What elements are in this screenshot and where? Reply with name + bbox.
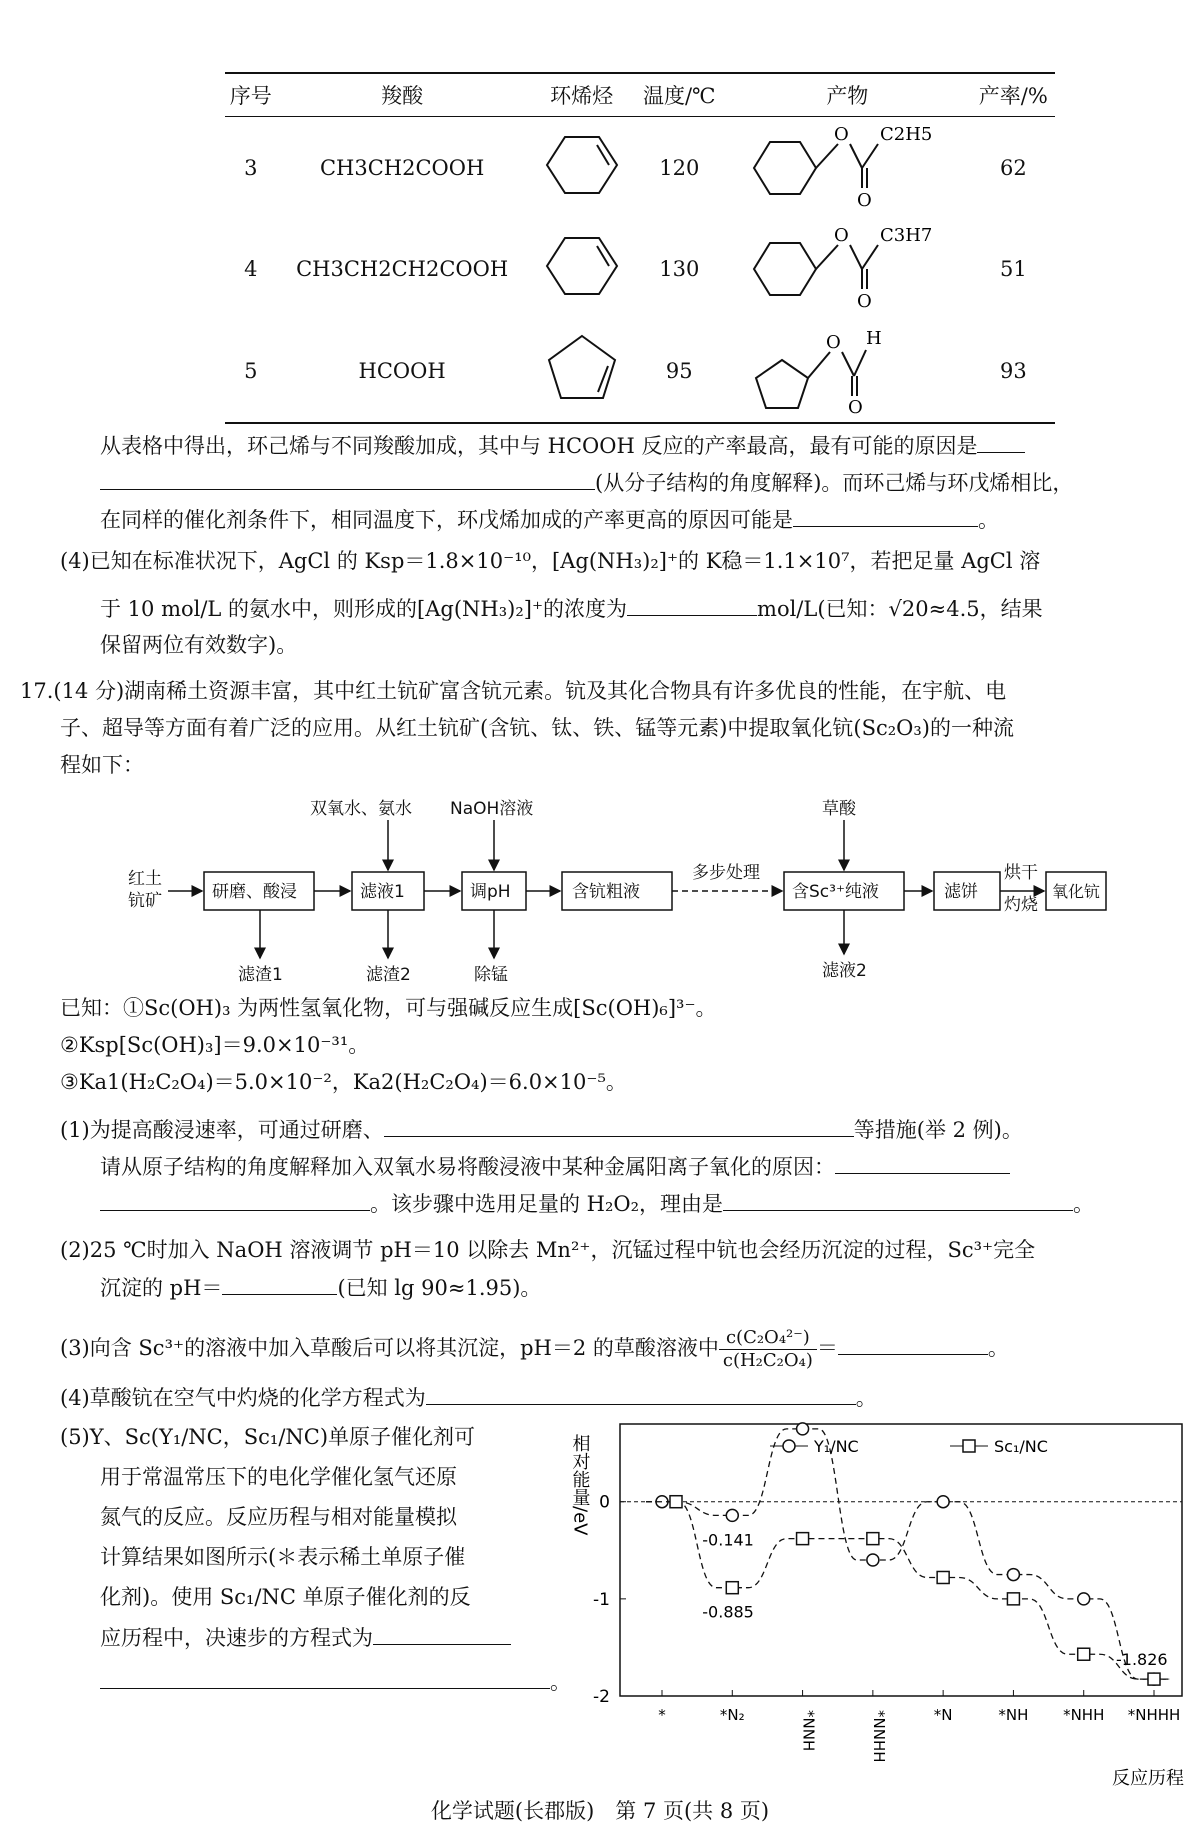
q17-5-line7: 。	[100, 1666, 571, 1697]
th-no: 序号	[225, 73, 277, 117]
flow-input-label: 双氧水、氨水	[310, 799, 412, 819]
cyclopentene-structure	[528, 319, 636, 423]
q16-line1: 从表格中得出，环己烯与不同羧酸加成，其中与 HCOOH 反应的产率最高，最有可能的原因是	[100, 430, 1025, 461]
flow-box-label: 含Sc³⁺纯液	[792, 882, 879, 902]
q17-2-line2: 沉淀的 pH＝ (已知 lg 90≈1.95)。	[100, 1272, 541, 1303]
data-point	[1007, 1569, 1019, 1581]
energy-profile-chart	[560, 1412, 1190, 1787]
th-temp: 温度/℃	[636, 73, 723, 117]
x-tick-label: *NHH	[1063, 1706, 1105, 1724]
data-point	[797, 1533, 809, 1545]
q17-5-line2: 用于常温常压下的电化学催化氢气还原	[100, 1465, 457, 1489]
flow-box-label: 调pH	[470, 882, 511, 902]
q17-5-line4: 计算结果如图所示(＊表示稀土单原子催	[100, 1545, 466, 1569]
data-point	[937, 1571, 949, 1583]
data-point	[797, 1423, 809, 1435]
series-line-y1	[646, 1429, 1170, 1679]
answer-blank[interactable]	[373, 1622, 511, 1645]
th-yield: 产率/%	[972, 73, 1055, 117]
svg-text:O: O	[834, 124, 850, 145]
flow-box-label: 研磨、酸浸	[212, 882, 297, 902]
data-point	[937, 1496, 949, 1508]
q17-1-line1: (1)为提高酸浸速率，可通过研磨、 等措施(举 2 例)。	[60, 1114, 1023, 1145]
known-2: ②Ksp[Sc(OH)₃]＝9.0×10⁻³¹。	[60, 1033, 370, 1057]
data-point	[1078, 1648, 1090, 1660]
answer-blank[interactable]	[384, 1114, 854, 1137]
cell-yield: 62	[999, 155, 1027, 180]
data-point	[1148, 1673, 1160, 1685]
data-point	[726, 1509, 738, 1521]
x-tick-label: *NNHH	[869, 1710, 888, 1763]
flow-box-label: 滤饼	[944, 882, 978, 902]
answer-blank[interactable]	[793, 504, 978, 527]
cyclohexene-structure	[528, 218, 636, 319]
answer-blank[interactable]	[723, 1188, 1073, 1211]
answer-blank[interactable]	[100, 1188, 370, 1211]
svg-text:O: O	[826, 332, 842, 353]
flow-output-label: 滤渣1	[238, 965, 283, 984]
answer-blank[interactable]	[977, 430, 1025, 453]
flow-box-label: 滤液1	[360, 882, 405, 902]
ester-product-structure	[723, 218, 972, 319]
svg-text:O: O	[834, 225, 850, 246]
data-point	[726, 1582, 738, 1594]
answer-blank[interactable]	[222, 1272, 337, 1295]
answer-blank[interactable]	[838, 1332, 988, 1355]
q17-5-line5: 化剂)。使用 Sc₁/NC 单原子催化剂的反	[100, 1585, 471, 1609]
data-point	[867, 1554, 879, 1566]
table-row	[225, 117, 1055, 219]
data-annotation: -0.141	[702, 1530, 754, 1550]
data-point	[1007, 1593, 1019, 1605]
legend-label: Sc₁/NC	[994, 1437, 1048, 1456]
q17-intro-line1: 17.(14 分)湖南稀土资源丰富，其中红土钪矿富含钪元素。钪及其化合物具有许多优良的性能，在宇航、电	[20, 679, 1007, 703]
th-acid: 羧酸	[277, 73, 528, 117]
series-line-sc1	[646, 1502, 1170, 1679]
flow-start-label: 红土	[128, 869, 162, 889]
cell-no: 3	[244, 155, 258, 180]
x-tick-label: *NH	[998, 1706, 1029, 1724]
flow-box-label: 含钪粗液	[572, 882, 640, 902]
cell-yield: 51	[999, 256, 1027, 281]
ester-product-structure	[723, 117, 972, 219]
y-tick-label: -1	[593, 1589, 610, 1610]
answer-blank[interactable]	[100, 1666, 550, 1689]
process-flow-diagram	[110, 796, 1110, 984]
svg-text:O: O	[857, 291, 873, 311]
flow-input-label: 草酸	[822, 799, 856, 819]
svg-text:H: H	[866, 328, 883, 349]
y-axis-label: 相对能量/eV	[569, 1434, 591, 1536]
cell-temp: 95	[636, 319, 723, 423]
legend-marker	[783, 1440, 795, 1452]
data-point	[1078, 1593, 1090, 1605]
ratio-fraction: $\frac{\text{c(C₂O₄²⁻)}}{\text{c(H₂C₂O₄)}}$	[719, 1327, 817, 1372]
answer-blank[interactable]	[100, 467, 595, 490]
th-alkene: 环烯烃	[528, 73, 636, 117]
q17-5-line3: 氮气的反应。反应历程与相对能量模拟	[100, 1505, 457, 1529]
q17-2-line1: (2)25 ℃时加入 NaOH 溶液调节 pH＝10 以除去 Mn²⁺，沉锰过程中钪也会经历沉淀的过程，Sc³⁺完全	[60, 1238, 1036, 1262]
q17-4-line: (4)草酸钪在空气中灼烧的化学方程式为 。	[60, 1382, 877, 1413]
q17-5-line6: 应历程中，决速步的方程式为	[100, 1622, 511, 1653]
reaction-table	[225, 72, 1055, 424]
q16-line3: 在同样的催化剂条件下，相同温度下，环戊烯加成的产率更高的原因可能是 。	[100, 504, 999, 535]
cell-yield: 93	[972, 319, 1055, 423]
answer-blank[interactable]	[426, 1382, 856, 1405]
plot-frame	[620, 1424, 1182, 1696]
th-product: 产物	[723, 73, 972, 117]
svg-text:C2H5: C2H5	[880, 124, 933, 145]
formate-product-structure	[723, 319, 972, 423]
cyclohexene-structure	[528, 117, 636, 219]
x-tick-label: *	[658, 1706, 666, 1724]
cell-acid: CH3CH2COOH	[319, 155, 485, 180]
cell-no: 4	[244, 256, 258, 281]
y-tick-label: 0	[599, 1492, 610, 1513]
q17-5-line1: (5)Y、Sc(Y₁/NC，Sc₁/NC)单原子催化剂可	[60, 1425, 476, 1449]
x-tick-label: *NNH	[799, 1710, 818, 1752]
flow-output-label: 滤液2	[822, 961, 867, 981]
page-footer: 化学试题(长郡版) 第 7 页(共 8 页)	[430, 1799, 770, 1823]
q16-part4-line1: (4)已知在标准状况下，AgCl 的 Ksp＝1.8×10⁻¹⁰，[Ag(NH₃)₂]⁺的 K稳＝1.1×10⁷，若把足量 AgCl 溶	[60, 549, 1041, 573]
flow-step-label: 灼烧	[1004, 895, 1038, 915]
flow-step-label: 烘干	[1004, 863, 1038, 883]
x-tick-label: *NHHH	[1127, 1706, 1181, 1724]
data-annotation: -1.826	[1116, 1650, 1168, 1670]
flow-output-label: 滤渣2	[366, 965, 411, 984]
table-row	[225, 319, 1055, 423]
legend-label: Y₁/NC	[814, 1437, 859, 1456]
q16-line2: (从分子结构的角度解释)。而环己烯与环戊烯相比，	[100, 467, 1073, 498]
q17-3-line: (3)向含 Sc³⁺的溶液中加入草酸后可以将其沉淀，pH＝2 的草酸溶液中 $\frac{\text{c(C₂O₄²⁻)}}{\text{c(H₂C₂O₄)}}$ ＝ 。	[60, 1327, 1009, 1371]
data-point	[867, 1533, 879, 1545]
svg-text:C3H7: C3H7	[880, 225, 933, 246]
cell-temp: 130	[659, 256, 700, 281]
cell-temp: 120	[659, 155, 700, 180]
q17-1-line2: 请从原子结构的角度解释加入双氧水易将酸浸液中某种金属阳离子氧化的原因：	[100, 1151, 1010, 1182]
x-axis-label: 反应历程	[1112, 1768, 1184, 1787]
data-point	[670, 1496, 682, 1508]
q17-intro-line3: 程如下：	[60, 753, 144, 777]
y-tick-label: -2	[593, 1687, 610, 1707]
answer-blank[interactable]	[835, 1151, 1010, 1174]
x-tick-label: *N	[933, 1706, 953, 1724]
x-tick-label: *N₂	[719, 1706, 745, 1724]
table-row	[225, 218, 1055, 319]
q17-intro-line2: 子、超导等方面有着广泛的应用。从红土钪矿(含钪、钛、铁、锰等元素)中提取氧化钪(Sc₂O₃)的一种流	[60, 716, 1014, 740]
svg-text:O: O	[848, 397, 864, 416]
known-3: ③Ka1(H₂C₂O₄)＝5.0×10⁻²，Ka2(H₂C₂O₄)＝6.0×10⁻⁵。	[60, 1070, 627, 1094]
flow-step-label: 多步处理	[692, 863, 760, 883]
cell-acid: CH3CH2CH2COOH	[296, 256, 509, 281]
flow-input-label: NaOH溶液	[450, 799, 534, 819]
data-annotation: -0.885	[702, 1602, 754, 1622]
answer-blank[interactable]	[627, 593, 757, 616]
known-1: 已知：①Sc(OH)₃ 为两性氢氧化物，可与强碱反应生成[Sc(OH)₆]³⁻。	[60, 996, 717, 1020]
svg-text:钪矿: 钪矿	[128, 891, 162, 911]
flow-box-label: 氧化钪	[1052, 882, 1101, 901]
cell-acid: HCOOH	[277, 319, 528, 423]
cell-no: 5	[225, 319, 277, 423]
q16-part4-line2: 于 10 mol/L 的氨水中，则形成的[Ag(NH₃)₂]⁺的浓度为 mol/L(已知：√20≈4.5，结果	[100, 593, 1043, 624]
legend-marker	[963, 1440, 975, 1452]
q16-part4-line3: 保留两位有效数字)。	[100, 633, 298, 657]
q17-1-line3: 。该步骤中选用足量的 H₂O₂，理由是 。	[100, 1188, 1094, 1219]
flow-output-label: 除锰	[474, 965, 508, 984]
svg-text:O: O	[857, 190, 873, 210]
